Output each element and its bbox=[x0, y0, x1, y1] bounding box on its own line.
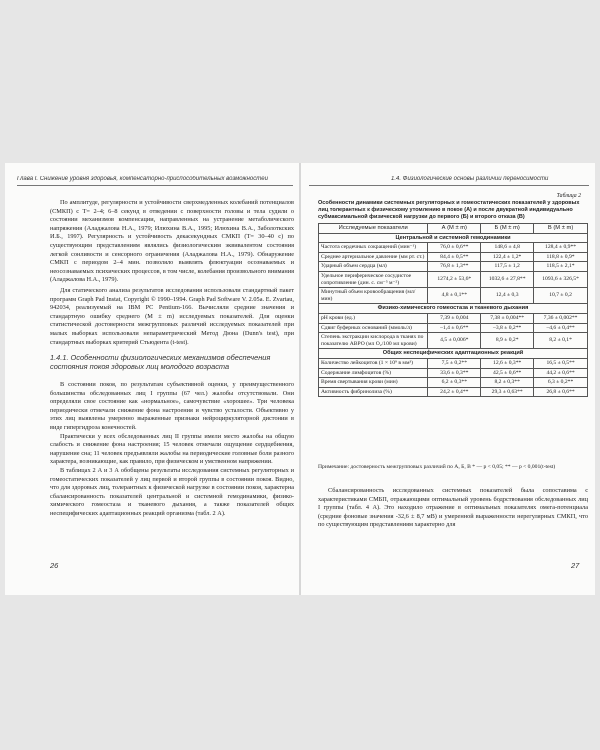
row-label: Сдвиг буферных оснований (ммоль/л) bbox=[319, 323, 428, 333]
cell-c: 8,2 ± 0,1* bbox=[534, 333, 588, 349]
cell-b: 12,6 ± 0,3** bbox=[481, 358, 534, 368]
cell-a: 76,8 ± 1,3** bbox=[428, 262, 481, 272]
cell-b: 8,2 ± 0,3** bbox=[481, 378, 534, 388]
table-row bbox=[319, 252, 588, 262]
cell-a: 7,39 ± 0,004 bbox=[428, 313, 481, 323]
cell-c: –4,6 ± 0,4** bbox=[534, 323, 588, 333]
section-title: Центральной и системной гемодинамики bbox=[319, 233, 588, 243]
table-label: Таблица 2 bbox=[556, 193, 581, 199]
cell-b: 8,9 ± 0,2* bbox=[481, 333, 534, 349]
row-label: Количество лейкоцитов (1 × 10⁹ в мм³) bbox=[319, 358, 428, 368]
cell-c: 10,7 ± 0,2 bbox=[534, 288, 588, 304]
paragraph: Сбалансированность исследованных системных показателей была сопоставима с характеристиками СМБП, отражающими оптимальный уровень бодрствования обследованных лиц I группы (табл. 4 А). Это находило отражение в оптимальных показателях омега-потенциала (средние фоновые значения -32,6 ± 8,7 мВ) и умеренной выраженности нерегулярных СМКП, что по существующим представлениям характерно для bbox=[318, 487, 588, 529]
cell-a: 76,0 ± 0,6** bbox=[428, 243, 481, 253]
book-spread bbox=[5, 163, 595, 595]
cell-b: 12,4 ± 0,3 bbox=[481, 288, 534, 304]
cell-a: 6,2 ± 0,3** bbox=[428, 378, 481, 388]
cell-a: –1,4 ± 0,6** bbox=[428, 323, 481, 333]
table-row bbox=[319, 262, 588, 272]
header-rule bbox=[17, 185, 293, 186]
table-header-row bbox=[319, 224, 588, 234]
page-number: 26 bbox=[50, 561, 59, 570]
table-row bbox=[319, 243, 588, 253]
data-table bbox=[318, 223, 588, 397]
cell-a: 7,5 ± 0,2** bbox=[428, 358, 481, 368]
row-label: Минутный объем кровообращения (мл/мин) bbox=[319, 288, 428, 304]
cell-a: 84,4 ± 0,5** bbox=[428, 252, 481, 262]
paragraph: По амплитуде, регулярности и устойчивости сверхмедленных колебаний потенциалов (СМКП) с Т= 2–4; 6–8 секунд в отведении с поверхности головы и тела судили о состоянии механизмов компенсации, направленных на устранение метаболического напряжения (Аладжалова Н.А., 1979; Илюхина В.А., 1995; Илюхина В.А., Заболоткских И.Б., 1997). Регулярность и устойчивость декасекундных СМКП (Т= 30–40 с) по существующим представлениям являлись физиологическим эквивалентом состояния легкой сонливости и сенсорного ограничения (Аладжалова Н.А., 1979). Обнаружение СМКП с периодом 2–4 мин. позволяло выявлять флюктуации осознаваемых и неосознаваемых психических процессов, в том числе, колебания произвольного внимания (Аладжалова Н.А., 1979). bbox=[50, 199, 294, 284]
text-block bbox=[50, 199, 294, 285]
paragraph: Для статического анализа результатов исследования использовали стандартный пакет программ Graph Pad Instat, Copyright © 1990–1994. Graph Pad Software V. 2.05a. E. Zvartau, 942034, реализуемый на IBM PC Pentium-166. Вычисляли средние значения и стандартную ошибку среднего (M ± m) исследуемых показателей. Для оценки статистической достоверности межгрупповых различий исследуемых показателей при малых выборках использовали непараметрический Метод Дюна (Dunn's test), при стандартных выборках критерий Стьюдента (t-test). bbox=[50, 287, 294, 346]
cell-b: 29,3 ± 0,63** bbox=[481, 387, 534, 397]
table-section-row bbox=[319, 349, 588, 359]
cell-b: 42,5 ± 0,6** bbox=[481, 368, 534, 378]
table-section-row bbox=[319, 233, 588, 243]
cell-c: 16,5 ± 0,5** bbox=[534, 358, 588, 368]
table-row bbox=[319, 368, 588, 378]
section-title: Физико-химического гомеостаза и тканевого дыхания bbox=[319, 304, 588, 314]
table-row bbox=[319, 288, 588, 304]
table-row bbox=[319, 333, 588, 349]
header-rule bbox=[309, 185, 589, 186]
text-block bbox=[318, 487, 588, 530]
row-label: Время свертывания крови (мин) bbox=[319, 378, 428, 388]
cell-b: 117,5 ± 1,2 bbox=[481, 262, 534, 272]
column-header: Б (M ± m) bbox=[481, 224, 534, 234]
cell-c: 44,2 ± 0,6** bbox=[534, 368, 588, 378]
row-label: Ударный объем сердца (мл) bbox=[319, 262, 428, 272]
table-section-row bbox=[319, 304, 588, 314]
cell-a: 4,5 ± 0,006* bbox=[428, 333, 481, 349]
cell-b: –3,8 ± 0,2** bbox=[481, 323, 534, 333]
left-page bbox=[5, 163, 299, 595]
cell-c: 128,4 ± 0,9** bbox=[534, 243, 588, 253]
table-row bbox=[319, 271, 588, 287]
table-row bbox=[319, 323, 588, 333]
column-header: В (M ± m) bbox=[534, 224, 588, 234]
column-header: Исследуемые показатели bbox=[319, 224, 428, 234]
cell-c: 26,8 ± 0,6** bbox=[534, 387, 588, 397]
column-header: А (M ± m) bbox=[428, 224, 481, 234]
table-caption: Особенности динамики системных регуляторных и гомеостатических показателей у здоровых лиц толерантных к физическому утомлению в покое (А) и после двукратной индивидуально субмаксимальной физической нагрузки до первого (Б) и второго отказа (В) bbox=[318, 200, 580, 220]
paragraph: В таблицах 2 А и 3 А обобщены результаты исследования системных регуляторных и гомеостатических показателей у лиц первой и второй группы в состоянии покоя. Видно, что для здоровых лиц, толерантных к физической нагрузке в состоянии покоя, характерна сбалансированность показателей центральной и системной гемодинамики, физико-химического гомеостаза и тканевого дыхания, а также показателей общих неспецифических адаптационных реакций организма (табл. 2 А). bbox=[50, 466, 294, 517]
right-page bbox=[301, 163, 595, 595]
cell-a: 1274,2 ± 53,6* bbox=[428, 271, 481, 287]
text-block bbox=[50, 381, 294, 519]
cell-b: 7,38 ± 0,004** bbox=[481, 313, 534, 323]
paragraph: Практически у всех обследованных лиц II группы имели место жалобы на общую слабость и снижение фона настроения; 15 человек отмечали ощущение сердцебиения, нарушение сна; 11 человек предъявляли жалобы на периодические головные боли разного характера, возникающие, как правило, при физическом и умственном напряжении. bbox=[50, 432, 294, 466]
cell-c: 118,8 ± 0,9* bbox=[534, 252, 588, 262]
cell-b: 1032,6 ± 27,8** bbox=[481, 271, 534, 287]
cell-a: 4,8 ± 0,1** bbox=[428, 288, 481, 304]
table-row bbox=[319, 358, 588, 368]
section-heading: 1.4.1. Особенности физиологических механизмов обеспечения состояния покоя здоровых лиц молодого возраста bbox=[50, 353, 271, 371]
running-head: 1.4. Физиологические основы различий переносимости bbox=[391, 176, 549, 182]
cell-a: 33,6 ± 0,3** bbox=[428, 368, 481, 378]
row-label: Активность фибринолиза (%) bbox=[319, 387, 428, 397]
table-row bbox=[319, 387, 588, 397]
table-note: Примечание: достоверность межгрупповых различий по А, Б, В * — p < 0,05; ** — p < 0,001(t-test) bbox=[318, 464, 556, 470]
cell-a: 24,2 ± 0,4** bbox=[428, 387, 481, 397]
cell-b: 148,6 ± 4,8 bbox=[481, 243, 534, 253]
cell-c: 1093,6 ± 326,5* bbox=[534, 271, 588, 287]
row-label: Степень экстракции кислорода в тканях по показателю АВРО (мл О₂/100 мл крови) bbox=[319, 333, 428, 349]
row-label: pH крови (ед.) bbox=[319, 313, 428, 323]
table-row bbox=[319, 313, 588, 323]
text-block bbox=[50, 287, 294, 347]
paragraph: В состоянии покоя, по результатам субъективной оценки, у преимущественного большинства обследованных лиц I группы (67 чел.) жалобы отсутствовали. Они определяли свое состояние как «нормальное», самочувствие «хорошее». Три человека периодически отмечали снижение фона настроения и чувство усталости. Объективно у этих лиц выявлены умеренно выраженные признаки нейроциркуляторной дистонии в виде гипергидроза конечностей. bbox=[50, 381, 294, 431]
page-number: 27 bbox=[571, 561, 580, 570]
table-row bbox=[319, 378, 588, 388]
row-label: Удельное периферическое сосудистое сопротивление (дин. с. см⁻⁵ м⁻²) bbox=[319, 271, 428, 287]
cell-c: 118,5 ± 2,1* bbox=[534, 262, 588, 272]
row-label: Среднее артериальное давление (мм рт. ст.) bbox=[319, 252, 428, 262]
cell-c: 6,3 ± 0,2** bbox=[534, 378, 588, 388]
row-label: Частота сердечных сокращений (мин⁻¹) bbox=[319, 243, 428, 253]
row-label: Содержание лимфоцитов (%) bbox=[319, 368, 428, 378]
section-title: Общих неспецифических адаптационных реакций bbox=[319, 349, 588, 359]
running-head: Глава I. Снижение уровня здоровья, компенсаторно-приспособительных возможностей bbox=[17, 176, 268, 182]
cell-c: 7,36 ± 0,002** bbox=[534, 313, 588, 323]
cell-b: 122,4 ± 1,2* bbox=[481, 252, 534, 262]
